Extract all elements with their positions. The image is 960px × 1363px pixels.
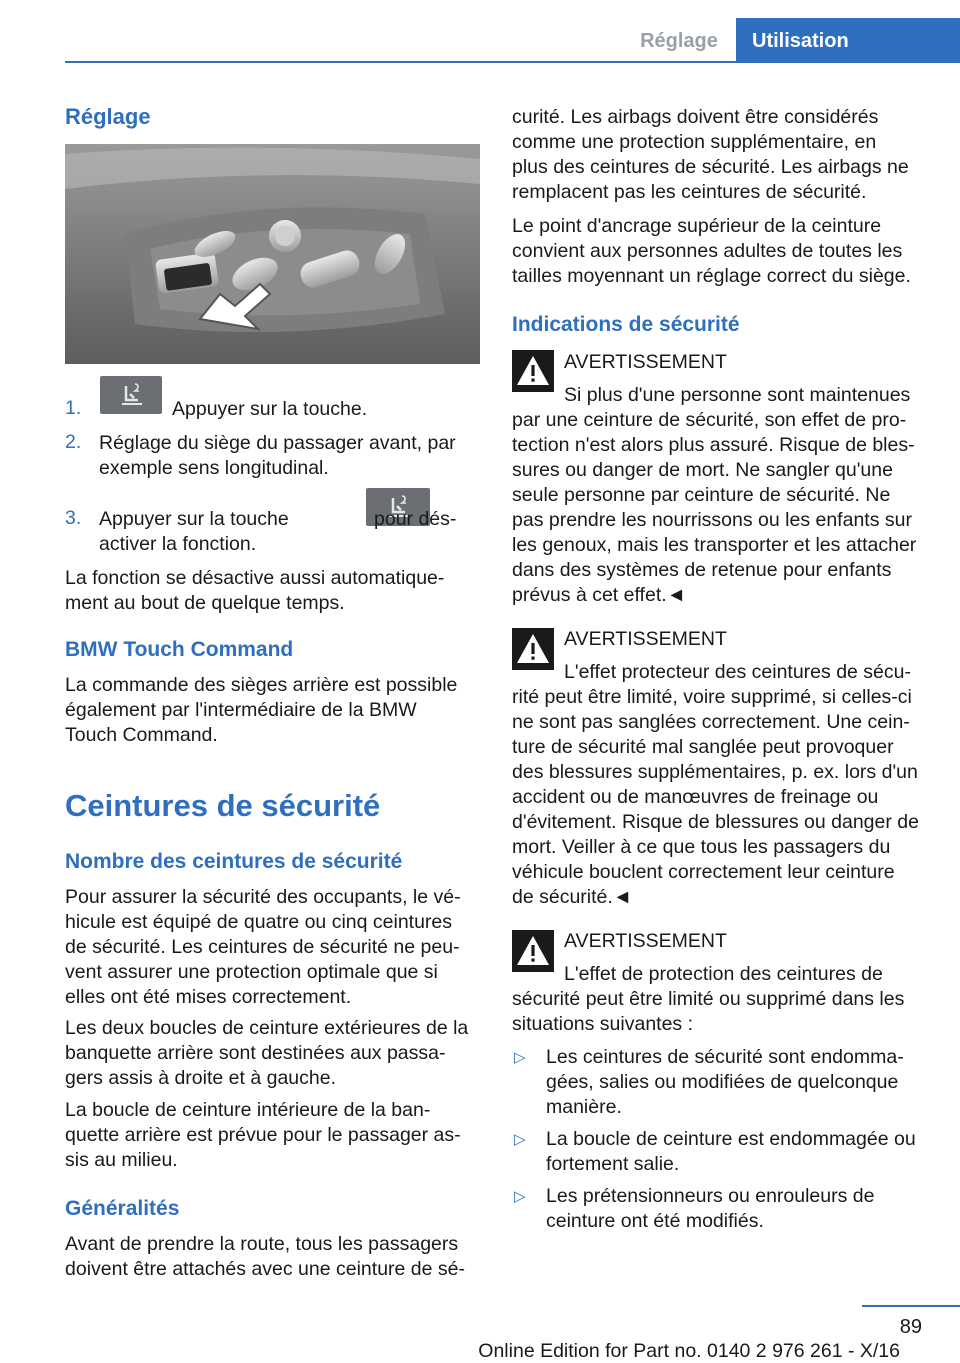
text-line: tection n'est alors plus assuré. Risque de bles- (512, 434, 915, 456)
boucles-paragraph (65, 1016, 468, 1091)
seat-memory-key-icon (100, 376, 162, 414)
text-line: elles ont été mises correctement. (65, 986, 352, 1008)
bmw-text-line1: La commande des sièges arrière est possible (65, 674, 458, 696)
step-text-2-line1: Réglage du siège du passager avant, par (99, 432, 456, 454)
bmw-text-line2: également par l'intermédiaire de la BMW (65, 699, 417, 721)
warning-1-body (512, 408, 916, 608)
text-line: mort. Veiller à ce que tous les passagers du (512, 836, 891, 858)
text-line: hicule est équipé de quatre ou cinq ceintures (65, 911, 453, 933)
boucle-interieure-paragraph (65, 1098, 461, 1173)
text-line: quette arrière est prévue pour le passager as- (65, 1124, 461, 1146)
text-line: véhicule bouclent correctement leur ceinture (512, 861, 895, 883)
step-number-2: 2. (65, 431, 82, 453)
text-line: fortement salie. (546, 1153, 680, 1175)
text-line: de sécurité.◄ (512, 886, 633, 908)
text-line: situations suivantes : (512, 1013, 694, 1035)
warning-1-first-line: Si plus d'une personne sont maintenues (564, 384, 911, 406)
header-section-label: Réglage (640, 30, 718, 52)
text-line: sis au milieu. (65, 1149, 178, 1171)
text-line: banquette arrière sont destinées aux passa- (65, 1042, 446, 1064)
warning-2-first-line: L'effet protecteur des ceintures de sécu- (564, 661, 911, 683)
text-line: sures ou danger de mort. Ne sangler qu'une (512, 459, 893, 481)
bullet-triangle-icon: ▷ (514, 1131, 526, 1148)
text-line: accident ou de manœuvres de freinage ou (512, 786, 879, 808)
warning-title-1: AVERTISSEMENT (564, 351, 727, 373)
heading-generalites: Généralités (65, 1197, 180, 1220)
chapter-title: Ceintures de sécurité (65, 788, 381, 823)
text-line: doivent être attachés avec une ceinture de sé- (65, 1258, 465, 1280)
text-line: prévus à cet effet.◄ (512, 584, 686, 606)
warning-title-3: AVERTISSEMENT (564, 930, 727, 952)
bullet-item-2 (546, 1127, 916, 1177)
bullet-triangle-icon: ▷ (514, 1049, 526, 1066)
auto-off-line1: La fonction se désactive aussi automatique- (65, 567, 445, 589)
warning-icon (512, 628, 554, 670)
header-chapter-tab: Utilisation (736, 18, 960, 62)
bullet-item-3 (546, 1184, 874, 1234)
step-number-3: 3. (65, 507, 82, 529)
step-text-3-line2: activer la fonction. (99, 533, 257, 555)
text-line: Avant de prendre la route, tous les passagers (65, 1233, 459, 1255)
text-line: les genoux, mais les transporter et les attacher (512, 534, 917, 556)
text-line: d'évitement. Risque de blessures ou danger de (512, 811, 919, 833)
heading-nombre-ceintures: Nombre des ceintures de sécurité (65, 850, 403, 873)
auto-off-line2: ment au bout de quelque temps. (65, 592, 345, 614)
step-text-1: Appuyer sur la touche. (172, 398, 368, 420)
page-number: 89 (899, 1316, 922, 1338)
generalites-paragraph (65, 1232, 465, 1282)
text-line: vent assurer une protection optimale que si (65, 961, 438, 983)
text-line: Les prétensionneurs ou enrouleurs de (546, 1185, 875, 1207)
text-line: Les ceintures de sécurité sont endomma- (546, 1046, 904, 1068)
step-number-1: 1. (65, 397, 82, 419)
text-line: Le point d'ancrage supérieur de la ceinture (512, 215, 882, 237)
text-line: ture de sécurité mal sanglée peut provoquer (512, 736, 894, 758)
warning-icon (512, 930, 554, 972)
step-text-2-line2: exemple sens longitudinal. (99, 457, 329, 479)
step-text-3-part2: pour dés- (374, 508, 457, 530)
warning-icon (512, 350, 554, 392)
text-line: de sécurité. Les ceintures de sécurité ne peu- (65, 936, 460, 958)
ancrage-paragraph (512, 214, 911, 289)
text-line: seule personne par ceinture de sécurité. Ne (512, 484, 891, 506)
footer-rule (862, 1305, 960, 1307)
text-line: comme une protection supplémentaire, en (512, 131, 877, 153)
bmw-text-line3: Touch Command. (65, 724, 218, 746)
text-line: La boucle de ceinture est endommagée ou (546, 1128, 916, 1150)
text-line: pas prendre les nourrissons ou les enfants sur (512, 509, 912, 531)
text-line: ceinture ont été modifiés. (546, 1210, 764, 1232)
text-line: ne sont pas sanglées correctement. Une cein- (512, 711, 910, 733)
text-line: manière. (546, 1096, 622, 1118)
text-line: remplacent pas les ceintures de sécurité. (512, 181, 867, 203)
text-line: tailles moyennant un réglage correct du siège. (512, 265, 911, 287)
bullet-item-1 (546, 1045, 904, 1120)
warning-title-2: AVERTISSEMENT (564, 628, 727, 650)
text-line: sécurité peut être limité ou supprimé dans les (512, 988, 905, 1010)
text-line: La boucle de ceinture intérieure de la ban- (65, 1099, 431, 1121)
text-line: rité peut être limité, voire supprimé, si celles-ci (512, 686, 912, 708)
text-line: Pour assurer la sécurité des occupants, le vé- (65, 886, 461, 908)
warning-2-body (512, 685, 919, 910)
text-line: dans des systèmes de retenue pour enfants (512, 559, 892, 581)
text-line: gées, salies ou modifiées de quelconque (546, 1071, 899, 1093)
heading-bmw-touch-command: BMW Touch Command (65, 638, 294, 661)
footer-edition: Online Edition for Part no. 0140 2 976 261 - X/16 (478, 1340, 900, 1362)
airbags-paragraph (512, 105, 909, 205)
seat-controls-photo (65, 144, 480, 364)
seat-controls-illustration (65, 144, 480, 364)
text-line: Les deux boucles de ceinture extérieures de la (65, 1017, 469, 1039)
nombre-paragraph (65, 885, 461, 1010)
text-line: plus des ceintures de sécurité. Les airbags ne (512, 156, 909, 178)
text-line: des blessures supplémentaires, p. ex. lors d'un (512, 761, 918, 783)
text-line: par une ceinture de sécurité, son effet de pro- (512, 409, 907, 431)
header-rule (65, 61, 960, 63)
warning-3-body (512, 987, 904, 1037)
warning-3-first-line: L'effet de protection des ceintures de (564, 963, 883, 985)
section-heading-reglage: Réglage (65, 104, 151, 129)
bullet-triangle-icon: ▷ (514, 1188, 526, 1205)
text-line: gers assis à droite et à gauche. (65, 1067, 336, 1089)
heading-indications-securite: Indications de sécurité (512, 313, 740, 336)
text-line: convient aux personnes adultes de toutes les (512, 240, 903, 262)
text-line: curité. Les airbags doivent être considérés (512, 106, 879, 128)
step-text-3-part1: Appuyer sur la touche (99, 508, 289, 530)
